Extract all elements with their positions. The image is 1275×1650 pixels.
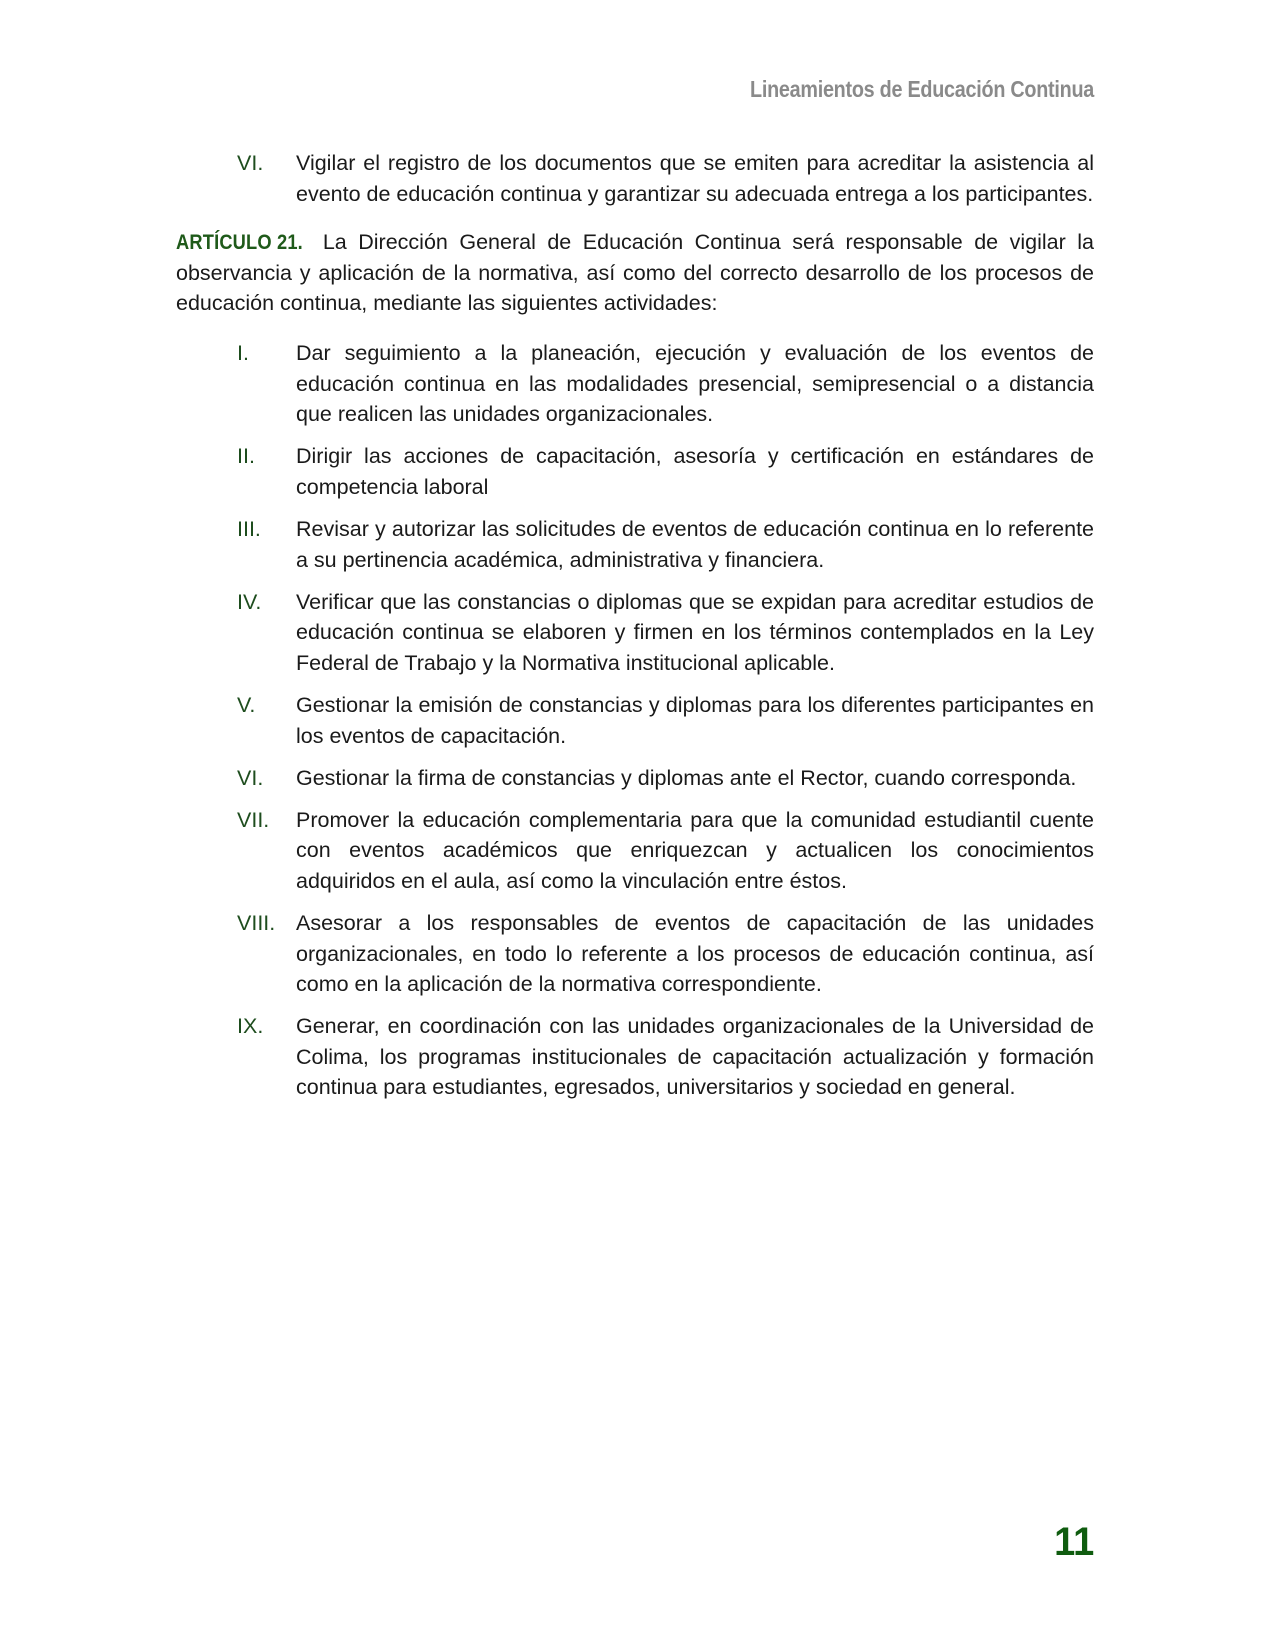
activities-list [176, 338, 1094, 1103]
list-item [176, 763, 1094, 794]
list-item-text: Vigilar el registro de los documentos que se emiten para acreditar la asistencia al evento de educación continua y garantizar su adecuada entrega a los participantes. [296, 151, 1094, 206]
list-item [176, 148, 1094, 209]
list-item [176, 587, 1094, 679]
list-numeral: VI. [237, 765, 264, 790]
article-label: ARTÍCULO 21. [176, 230, 303, 255]
list-item [176, 908, 1094, 1000]
list-numeral: IX. [237, 1014, 264, 1039]
list-item-text: Gestionar la firma de constancias y diplomas ante el Rector, cuando corresponda. [296, 765, 1077, 790]
list-item-text: Generar, en coordinación con las unidades organizacionales de la Universidad de Colima, los programas institucionales de capacitación actualización y formación continua para estudiantes, egresados, universitarios y sociedad en general. [296, 1014, 1094, 1100]
list-numeral: VI. [237, 151, 264, 175]
list-item [176, 1011, 1094, 1103]
list-numeral: I. [237, 340, 249, 365]
list-numeral: IV. [237, 589, 262, 614]
article-text: La Dirección General de Educación Continua será responsable de vigilar la observancia y aplicación de la normativa, así como del correcto desarrollo de los procesos de educación continua, mediante las siguientes actividades: [176, 230, 1094, 316]
list-item [176, 441, 1094, 502]
list-item-text: Dirigir las acciones de capacitación, asesoría y certificación en estándares de competencia laboral [296, 444, 1094, 499]
list-item-text: Dar seguimiento a la planeación, ejecución y evaluación de los eventos de educación continua en las modalidades presencial, semipresencial o a distancia que realicen las unidades organizacionales. [296, 340, 1094, 427]
running-header: Lineamientos de Educación Continua [749, 76, 1094, 102]
list-numeral: III. [237, 516, 261, 541]
article-21-paragraph [176, 227, 1094, 319]
list-item [176, 514, 1094, 575]
list-item-text: Gestionar la emisión de constancias y diplomas para los diferentes participantes en los eventos de capacitación. [296, 692, 1094, 748]
list-numeral: V. [237, 692, 256, 717]
page-content [176, 148, 1094, 1115]
list-item [176, 690, 1094, 751]
page-number: 11 [1053, 1520, 1094, 1564]
list-numeral: II. [237, 444, 255, 469]
list-item-text: Promover la educación complementaria para que la comunidad estudiantil cuente con eventos académicos que enriquezcan y actualicen los conocimientos adquiridos en el aula, así como la vinculación entre éstos. [296, 807, 1094, 893]
list-item-text: Verificar que las constancias o diplomas que se expidan para acreditar estudios de educación continua se elaboren y firmen en los términos contemplados en la Ley Federal de Trabajo y la Normativa institucional aplicable. [296, 589, 1094, 675]
list-item-text: Asesorar a los responsables de eventos de capacitación de las unidades organizacionales, en todo lo referente a los procesos de educación continua, así como en la aplicación de la normativa correspondiente. [296, 910, 1094, 997]
previous-article-list [176, 148, 1094, 209]
list-numeral: VII. [237, 807, 270, 832]
list-item [176, 338, 1094, 430]
list-item-text: Revisar y autorizar las solicitudes de eventos de educación continua en lo referente a su pertinencia académica, administrativa y financiera. [296, 516, 1094, 572]
list-item [176, 805, 1094, 897]
list-numeral: VIII. [237, 910, 276, 935]
